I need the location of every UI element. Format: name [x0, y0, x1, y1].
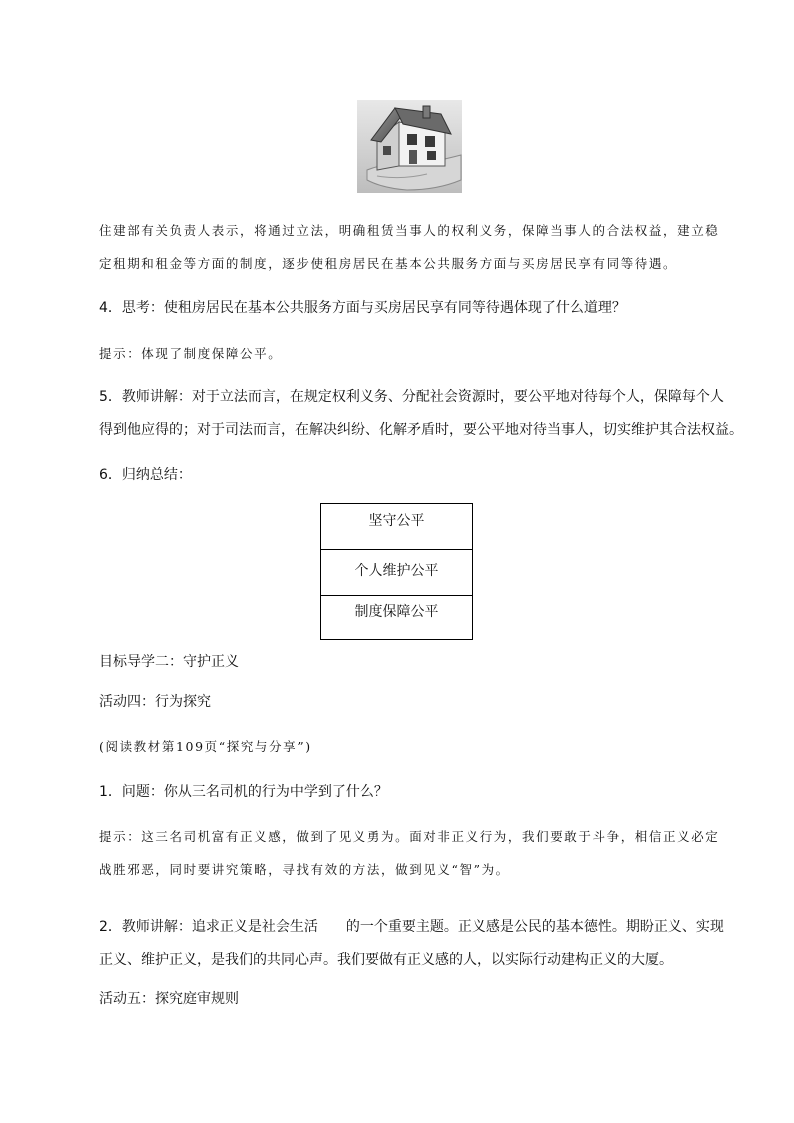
intro-paragraph-line-2: 定租期和租金等方面的制度，逐步使租房居民在基本公共服务方面与买房居民享有同等待遇。	[99, 256, 678, 271]
summary-table-row-3: 制度保障公平	[354, 604, 439, 620]
activity-5-heading: 活动五：探究庭审规则	[99, 991, 239, 1007]
item-4-think-question: 4．思考：使租房居民在基本公共服务方面与买房居民享有同等待遇体现了什么道理？	[99, 300, 626, 316]
house-photo	[357, 100, 462, 193]
item-5-teacher-explanation-line-1: 5．教师讲解：对于立法而言，在规定权利义务、分配社会资源时，要公平地对待每个人，保障每个人	[99, 389, 724, 405]
summary-table-row-2: 个人维护公平	[321, 549, 472, 596]
item-2-teacher-explanation-line-2: 正义、维护正义，是我们的共同心声。我们要做有正义感的人，以实际行动建构正义的大厦。	[99, 952, 673, 968]
hint-1: 提示：体现了制度保障公平。	[99, 346, 283, 361]
reading-note: (阅读教材第109页“探究与分享”)	[99, 739, 312, 754]
summary-table-row-1: 坚守公平	[321, 504, 472, 550]
summary-table	[320, 503, 473, 640]
activity-4-heading: 活动四：行为探究	[99, 694, 211, 710]
item-2-teacher-explanation-line-1: 2．教师讲解：追求正义是社会生活 的一个重要主题。正义感是公民的基本德性。期盼正义、实现	[99, 919, 724, 935]
house-on-hand-icon	[357, 100, 462, 193]
hint-2-line-1: 提示：这三名司机富有正义感，做到了见义勇为。面对非正义行为，我们要敢于斗争，相信正义必定	[99, 829, 720, 844]
item-5-teacher-explanation-line-2: 得到他应得的；对于司法而言，在解决纠纷、化解矛盾时，要公平地对待当事人，切实维护其合法权益。	[99, 422, 743, 438]
hint-2-line-2: 战胜邪恶，同时要讲究策略，寻找有效的方法，做到见义“智”为。	[99, 862, 510, 877]
item-6-summary-heading: 6．归纳总结：	[99, 467, 192, 483]
intro-paragraph-line-1: 住建部有关负责人表示，将通过立法，明确租赁当事人的权利义务，保障当事人的合法权益，建立稳	[99, 223, 720, 238]
goal-2-heading: 目标导学二：守护正义	[99, 654, 239, 670]
question-1: 1．问题：你从三名司机的行为中学到了什么？	[99, 784, 388, 800]
